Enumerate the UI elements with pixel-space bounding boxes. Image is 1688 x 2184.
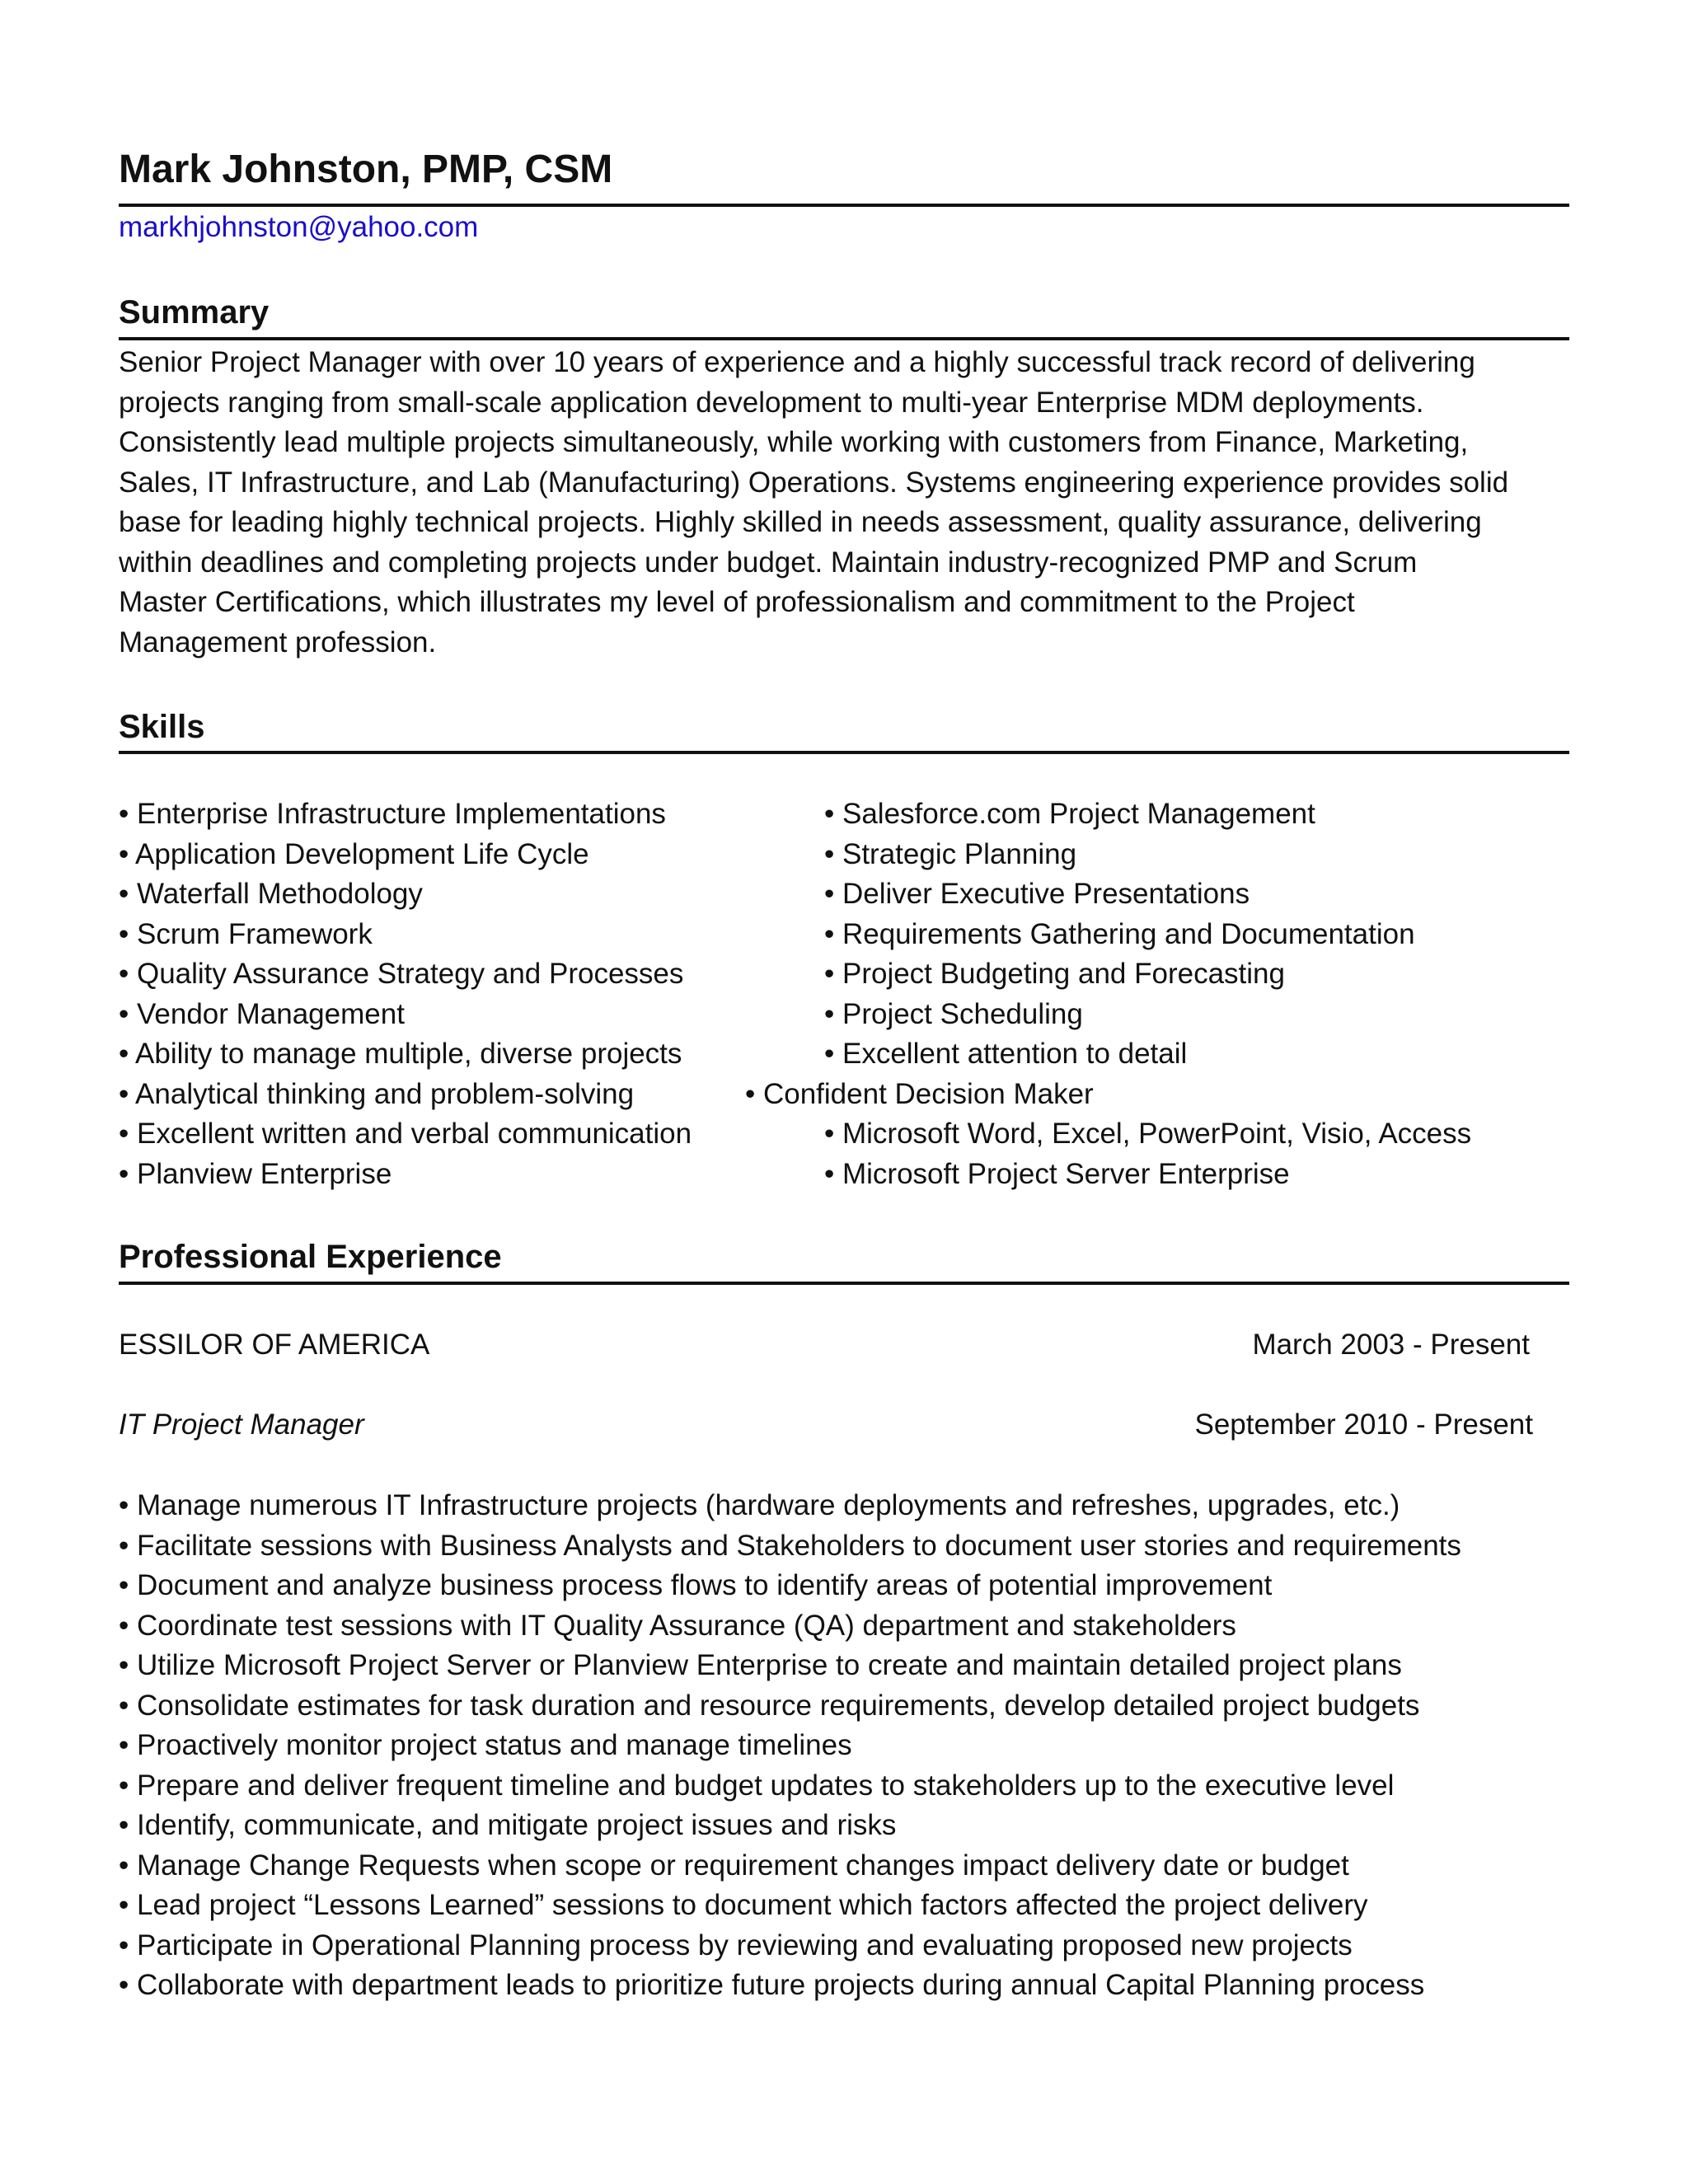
role-dates: September 2010 - Present [1194, 1408, 1533, 1441]
skill-item: • Vendor Management [119, 997, 405, 1030]
email-link[interactable]: markhjohnston@yahoo.com [119, 211, 479, 243]
skill-item: • Quality Assurance Strategy and Processes [119, 958, 684, 990]
experience-bullets [119, 1486, 1461, 2006]
summary-line: within deadlines and completing projects under budget. Maintain industry-recognized PMP and Scrum [119, 546, 1418, 579]
experience-item: • Prepare and deliver frequent timeline and budget updates to stakeholders up to the executive level [119, 1769, 1395, 1802]
skill-item: • Planview Enterprise [119, 1157, 392, 1190]
skill-item: • Salesforce.com Project Management [824, 798, 1315, 830]
skill-item: • Confident Decision Maker [745, 1077, 1094, 1110]
experience-item: • Utilize Microsoft Project Server or Planview Enterprise to create and maintain detailed project plans [119, 1649, 1402, 1681]
skill-item: • Ability to manage multiple, diverse projects [119, 1038, 682, 1070]
skill-item: • Analytical thinking and problem-solving [119, 1077, 635, 1110]
summary-line: Master Certifications, which illustrates my level of professionalism and commitment to the Project [119, 586, 1355, 618]
skill-item: • Enterprise Infrastructure Implementations [119, 798, 666, 830]
experience-item: • Proactively monitor project status and manage timelines [119, 1729, 852, 1761]
skill-item: • Excellent attention to detail [824, 1038, 1188, 1070]
summary-heading: Summary [119, 294, 270, 330]
summary-line: Management profession. [119, 626, 437, 658]
summary-line: Senior Project Manager with over 10 years of experience and a highly successful track record of delivering [119, 346, 1475, 378]
experience-item: • Manage Change Requests when scope or requirement changes impact delivery date or budget [119, 1849, 1349, 1882]
experience-item: • Manage numerous IT Infrastructure projects (hardware deployments and refreshes, upgrades, etc.) [119, 1489, 1400, 1521]
summary-line: Consistently lead multiple projects simultaneously, while working with customers from Finance, Marketing, [119, 426, 1469, 458]
company-dates: March 2003 - Present [1252, 1329, 1530, 1361]
name-divider [119, 204, 1569, 207]
experience-item: • Coordinate test sessions with IT Quality Assurance (QA) department and stakeholders [119, 1609, 1236, 1642]
skill-item: • Microsoft Project Server Enterprise [824, 1157, 1290, 1190]
skills-right-list [745, 794, 1472, 1194]
candidate-name: Mark Johnston, PMP, CSM [119, 148, 613, 191]
experience-item: • Facilitate sessions with Business Analysts and Stakeholders to document user stories and requirements [119, 1529, 1461, 1562]
experience-heading: Professional Experience [119, 1239, 502, 1275]
experience-divider [119, 1282, 1569, 1285]
summary-line: base for leading highly technical projects. Highly skilled in needs assessment, quality assurance, delivering [119, 506, 1482, 538]
skill-item: • Project Budgeting and Forecasting [824, 958, 1285, 990]
skill-item: • Deliver Executive Presentations [824, 878, 1250, 910]
experience-item: • Consolidate estimates for task duration and resource requirements, develop detailed project budgets [119, 1689, 1420, 1722]
skills-heading: Skills [119, 709, 205, 745]
skill-item: • Strategic Planning [824, 837, 1077, 870]
experience-item: • Participate in Operational Planning process by reviewing and evaluating proposed new projects [119, 1929, 1353, 1961]
skill-item: • Scrum Framework [119, 917, 373, 950]
skill-item: • Requirements Gathering and Documentation [824, 917, 1415, 950]
skill-item: • Waterfall Methodology [119, 878, 423, 910]
experience-item: • Document and analyze business process flows to identify areas of potential improvement [119, 1569, 1273, 1601]
summary-line: projects ranging from small-scale application development to multi-year Enterprise MDM deployments. [119, 386, 1424, 419]
experience-item: • Lead project “Lessons Learned” sessions to document which factors affected the project delivery [119, 1889, 1368, 1921]
skill-item: • Microsoft Word, Excel, PowerPoint, Visio, Access [824, 1118, 1472, 1150]
summary-text [119, 343, 1569, 663]
summary-divider [119, 337, 1569, 340]
experience-item: • Identify, communicate, and mitigate project issues and risks [119, 1809, 897, 1841]
role-title: IT Project Manager [119, 1408, 364, 1441]
skill-item: • Excellent written and verbal communication [119, 1118, 692, 1150]
skills-divider [119, 751, 1569, 754]
skills-left-list [119, 794, 692, 1194]
skill-item: • Application Development Life Cycle [119, 837, 589, 870]
skill-item: • Project Scheduling [824, 997, 1083, 1030]
summary-line: Sales, IT Infrastructure, and Lab (Manufacturing) Operations. Systems engineering experience provides solid [119, 466, 1509, 499]
experience-item: • Collaborate with department leads to prioritize future projects during annual Capital Planning process [119, 1969, 1425, 2001]
company-name: ESSILOR OF AMERICA [119, 1329, 430, 1361]
